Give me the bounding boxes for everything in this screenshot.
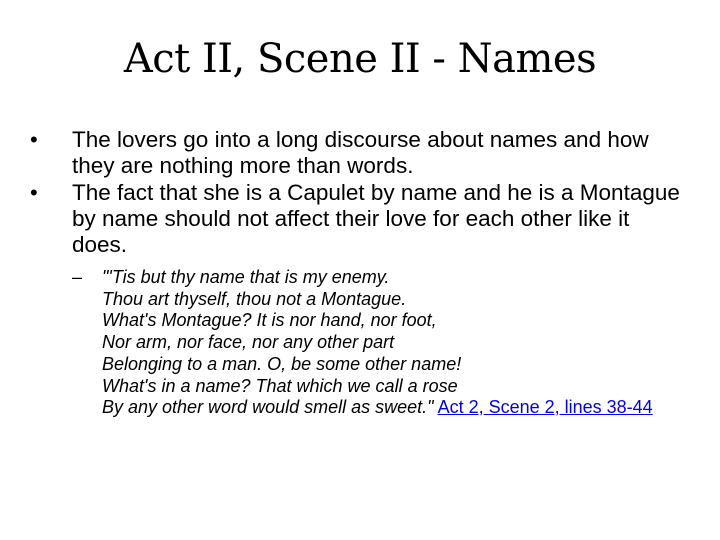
citation-link[interactable]: Act 2, Scene 2, lines 38-44 xyxy=(437,397,653,418)
slide-title: Act II, Scene II - Names xyxy=(123,36,597,82)
bullet-text: The lovers go into a long discourse about names and how they are nothing more than words. xyxy=(72,127,649,178)
bullet-marker: • xyxy=(30,180,38,205)
quote-line: Nor arm, nor face, nor any other part xyxy=(102,332,395,353)
bullet-item xyxy=(30,180,690,258)
quote-block xyxy=(72,267,690,419)
sub-bullet-marker: – xyxy=(72,267,83,287)
quote-line: What's Montague? It is nor hand, nor foot, xyxy=(102,310,437,331)
bullet-item xyxy=(30,127,690,179)
quote-line: "'Tis but thy name that is my enemy. xyxy=(102,267,390,287)
quote-line: Belonging to a man. O, be some other name! xyxy=(102,353,462,374)
bullet-marker: • xyxy=(30,127,38,152)
quote-line: By any other word would smell as sweet." xyxy=(102,397,434,418)
slide-body xyxy=(30,127,690,419)
quote-line: Thou art thyself, thou not a Montague. xyxy=(102,288,407,309)
quote-line: What's in a name? That which we call a rose xyxy=(102,375,458,396)
bullet-text: The fact that she is a Capulet by name and he is a Montague by name should not affect their love for each other like it does. xyxy=(72,180,680,257)
